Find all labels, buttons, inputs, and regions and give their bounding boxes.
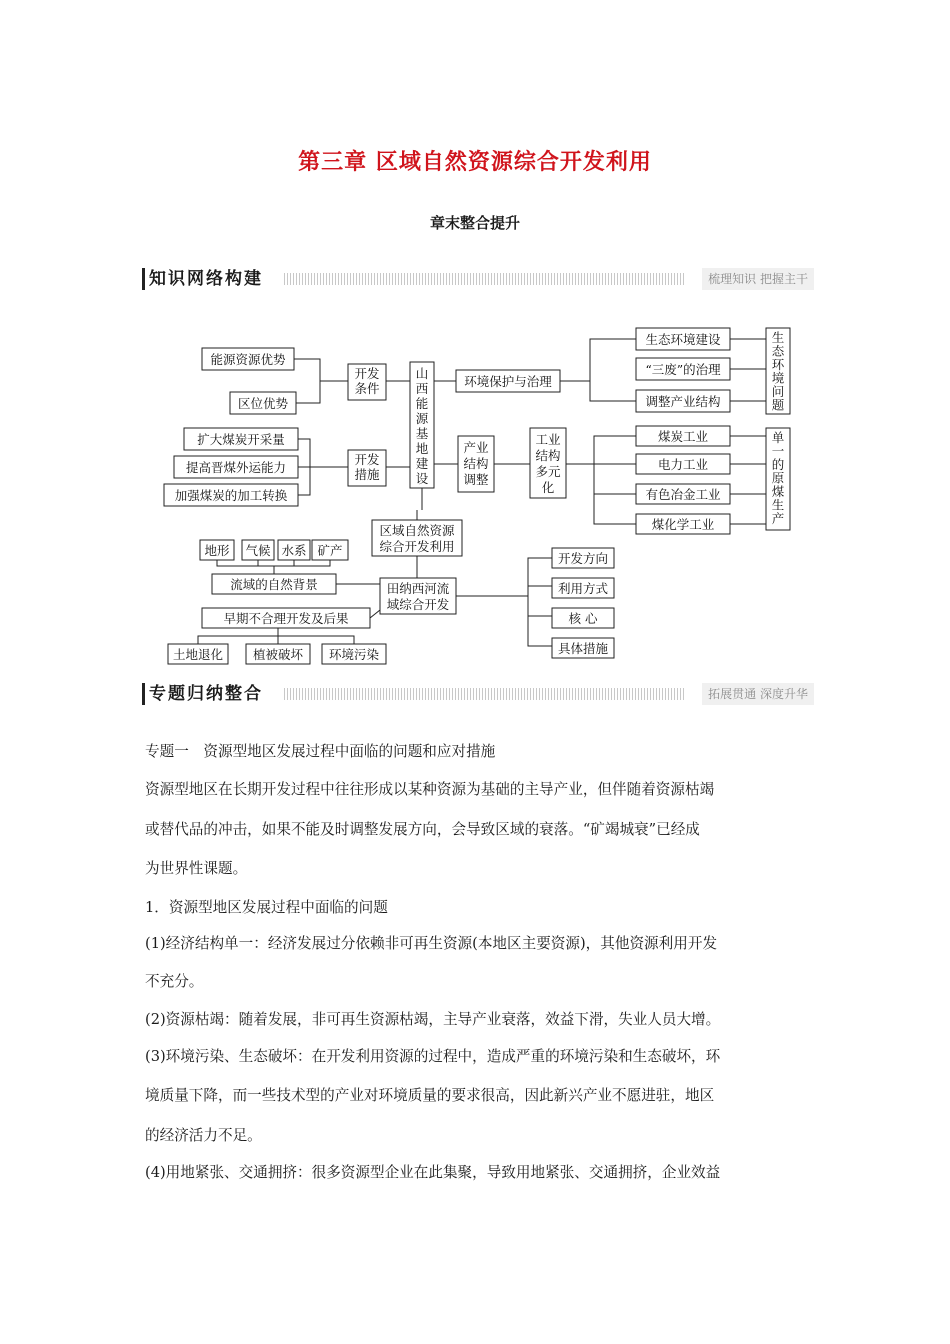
node-hjwr: 环境污染 <box>328 647 380 662</box>
p1-line-1: (1)经济结构单一：经济发展过分依赖非可再生资源(本地区主要资源)，其他资源利用开发 <box>145 935 718 952</box>
node-sthj: 生 <box>771 330 785 345</box>
intro-line-1: 资源型地区在长期开发过程中往往形成以某种资源为基础的主导产业，但伴随着资源枯竭 <box>145 781 715 798</box>
node-sthj: 态 <box>771 343 785 359</box>
node-dx: 地形 <box>204 543 230 558</box>
node-jtcs: 具体措施 <box>557 641 609 656</box>
node-qwys: 区位优势 <box>237 396 289 411</box>
node-center: 基 <box>415 426 429 441</box>
node-kc: 矿产 <box>317 543 343 558</box>
section-heading: 专题归纳整合 <box>142 683 263 705</box>
node-tzcy: 调整产业结构 <box>645 394 721 409</box>
node-sthj: 环 <box>771 357 785 372</box>
node-sthj: 题 <box>771 397 785 413</box>
chapter-title: 第三章 区域自然资源综合开发利用 <box>298 150 652 175</box>
node-gyjg: 工业 <box>535 432 561 447</box>
topic-title: 专题一 资源型地区发展过程中面临的问题和应对措施 <box>145 743 496 760</box>
node-hjbh: 环境保护与治理 <box>464 374 552 389</box>
node-qh: 气候 <box>245 543 271 558</box>
p1-line-2: 不充分。 <box>145 973 204 990</box>
node-zrbj: 流域的自然背景 <box>230 577 318 592</box>
node-cyjg: 结构 <box>463 456 489 471</box>
node-dlgy: 电力工业 <box>657 457 709 472</box>
node-kffx: 开发方向 <box>557 551 609 566</box>
node-center: 山 <box>415 366 429 381</box>
node-zbph: 植被破坏 <box>252 647 304 662</box>
node-sthj: 问 <box>771 384 785 399</box>
node-gyjg: 结构 <box>535 448 561 463</box>
intro-line-3: 为世界性课题。 <box>145 860 248 877</box>
node-center: 西 <box>415 381 429 396</box>
node-qyzr: 综合开发利用 <box>379 539 455 554</box>
section-subtitle: 章末整合提升 <box>429 214 520 232</box>
section-bar-topics <box>142 683 814 705</box>
node-dyym: 生 <box>771 497 785 513</box>
node-dkzt: 扩大煤炭开采量 <box>197 432 285 447</box>
node-kfcs: 措施 <box>354 467 380 482</box>
node-sanfei: “三废”的治理 <box>645 362 721 377</box>
node-tgjm: 提高晋煤外运能力 <box>185 460 287 475</box>
node-sthj-item: 生态环境建设 <box>645 332 721 347</box>
node-mtgy: 煤炭工业 <box>657 429 709 444</box>
p3-line-1: (3)环境污染、生态破坏：在开发利用资源的过程中，造成严重的环境污染和生态破坏，环 <box>145 1048 721 1065</box>
node-zqbhl: 早期不合理开发及后果 <box>223 611 349 626</box>
node-kfjz: 开发 <box>354 366 380 381</box>
heading-1: 1．资源型地区发展过程中面临的问题 <box>145 899 388 916</box>
p3-line-3: 的经济活力不足。 <box>145 1127 262 1144</box>
section-bar-pattern <box>284 273 684 285</box>
node-qyzr: 区域自然资源 <box>379 523 455 538</box>
node-cyjg: 产业 <box>463 440 489 455</box>
node-dyym: 一 <box>771 443 785 459</box>
node-dyym: 单 <box>771 430 785 445</box>
node-gyjg: 化 <box>541 480 555 495</box>
node-center: 能 <box>415 396 429 411</box>
node-kfjz: 条件 <box>354 381 380 396</box>
node-mhx: 煤化学工业 <box>651 517 715 532</box>
intro-line-2: 或替代品的冲击，如果不能及时调整发展方向，会导致区域的衰落。“矿竭城衰”已经成 <box>145 821 700 838</box>
section-tag: 拓展贯通 深度升华 <box>702 683 814 705</box>
node-dyym: 的 <box>771 457 785 472</box>
p2-line-1: (2)资源枯竭：随着发展，非可再生资源枯竭，主导产业衰落，效益下滑，失业人员大增。 <box>145 1011 721 1028</box>
node-kfcs: 开发 <box>354 452 380 467</box>
section-heading: 知识网络构建 <box>142 268 263 290</box>
section-tag: 梳理知识 把握主干 <box>702 268 814 290</box>
node-sthj: 境 <box>771 370 785 386</box>
node-center: 设 <box>415 471 429 486</box>
node-lyfs: 利用方式 <box>557 581 609 596</box>
node-gyjg: 多元 <box>535 464 561 479</box>
node-dyym: 煤 <box>771 484 785 499</box>
p4-line-1: (4)用地紧张、交通拥挤：很多资源型企业在此集聚，导致用地紧张、交通拥挤，企业效益 <box>145 1164 721 1181</box>
node-tnx: 田纳西河流 <box>386 581 450 596</box>
node-center: 源 <box>415 411 429 426</box>
node-dyym: 产 <box>771 511 785 526</box>
node-ysyj: 有色冶金工业 <box>645 487 721 502</box>
node-sx: 水系 <box>281 543 307 558</box>
node-dyym: 原 <box>771 470 785 486</box>
p3-line-2: 境质量下降，而一些技术型的产业对环境质量的要求很高，因此新兴产业不愿进驻，地区 <box>145 1087 715 1104</box>
node-jqmt: 加强煤炭的加工转换 <box>174 488 288 503</box>
node-nyzy: 能源资源优势 <box>210 352 286 367</box>
section-bar-pattern <box>284 688 684 700</box>
node-center: 建 <box>415 456 429 471</box>
node-hx: 核 心 <box>568 611 598 626</box>
node-cyjg: 调整 <box>463 472 489 487</box>
node-tdth: 土地退化 <box>172 647 224 662</box>
node-tnx: 域综合开发 <box>386 597 450 612</box>
section-bar-knowledge <box>142 268 814 290</box>
node-center: 地 <box>415 441 429 456</box>
knowledge-network-diagram <box>160 320 800 670</box>
